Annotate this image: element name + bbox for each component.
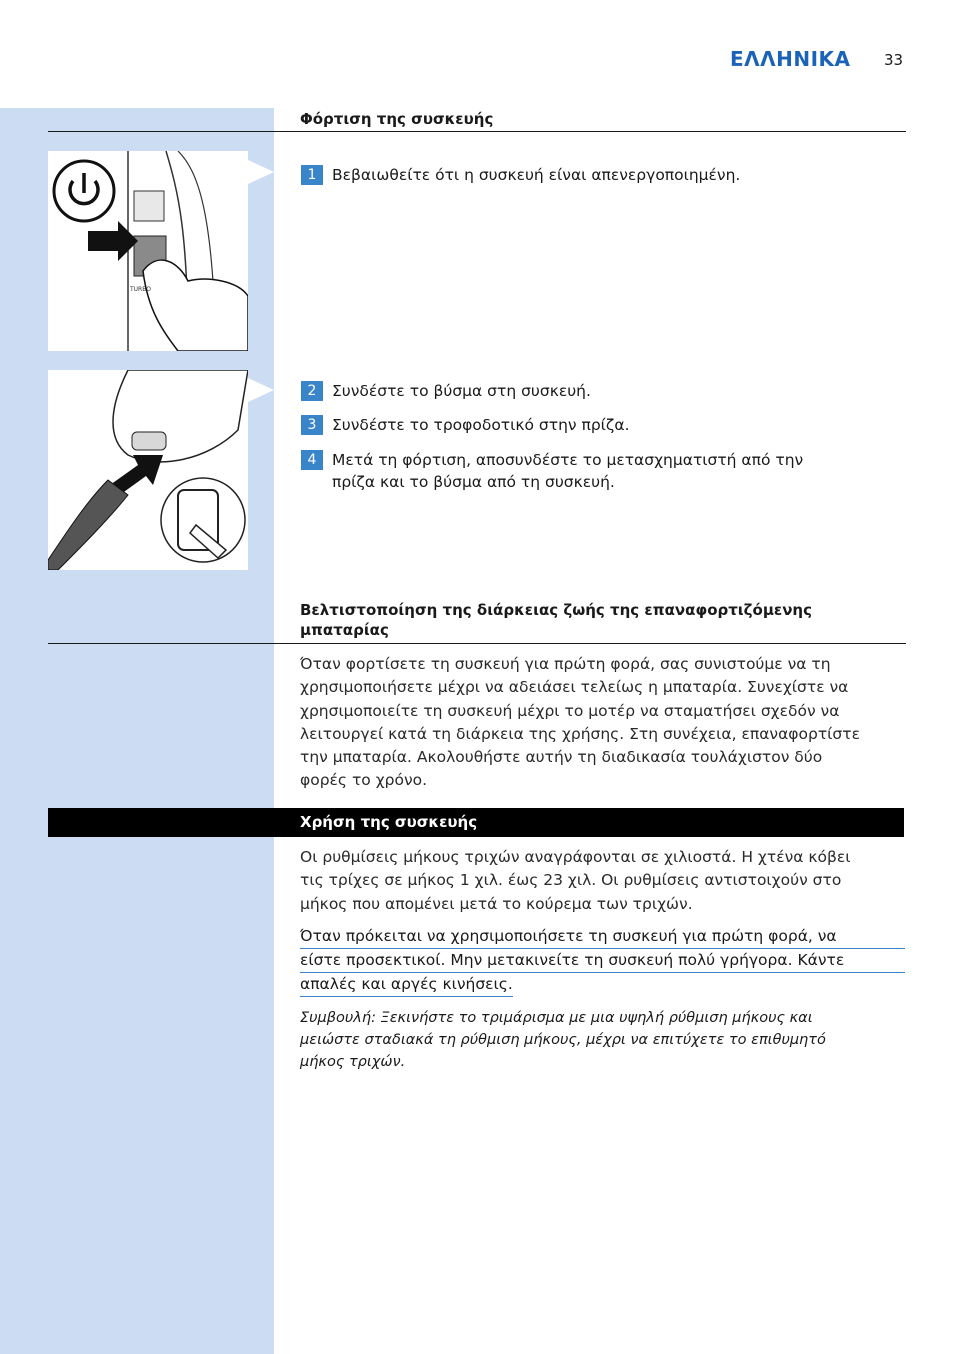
tip-note bbox=[300, 1007, 900, 1073]
step-number-2: 2 bbox=[301, 381, 323, 401]
battery-paragraph bbox=[300, 653, 905, 793]
paragraph-line: την μπαταρία. Ακολουθήστε αυτήν τη διαδικασία τουλάχιστον δύο bbox=[300, 748, 823, 767]
step-text-4-line2: πρίζα και το βύσμα από τη συσκευή. bbox=[332, 473, 615, 491]
battery-title-line2: μπαταρίας bbox=[300, 621, 389, 639]
step-text-2: Συνδέστε το βύσμα στη συσκευή. bbox=[332, 382, 591, 400]
step-number-3: 3 bbox=[301, 415, 323, 435]
language-label: ΕΛΛΗΝΙΚΑ bbox=[730, 47, 851, 71]
paragraph-line: χρησιμοποιήσετε μέχρι να αδειάσει τελείως η μπαταρία. Συνεχίστε να bbox=[300, 678, 849, 697]
step-number-4: 4 bbox=[301, 450, 323, 470]
power-button-drawing bbox=[48, 151, 248, 351]
caution-line: απαλές και αργές κινήσεις. bbox=[300, 973, 513, 997]
section-rule bbox=[48, 643, 906, 644]
section-rule bbox=[48, 131, 906, 132]
step-number-1: 1 bbox=[301, 165, 323, 185]
usage-section-bar bbox=[48, 808, 904, 837]
paragraph-line: φορές το χρόνο. bbox=[300, 771, 428, 790]
plug-illustration bbox=[48, 370, 248, 570]
tip-line: μειώστε σταδιακά τη ρύθμιση μήκους, μέχρι να επιτύχετε το επιθυμητό bbox=[300, 1032, 826, 1048]
turbo-label: TURBO bbox=[130, 286, 151, 293]
paragraph-line: Οι ρυθμίσεις μήκους τριχών αναγράφονται σε χιλιοστά. Η χτένα κόβει bbox=[300, 848, 851, 866]
illustration-pointer bbox=[248, 378, 274, 402]
battery-title-line1: Βελτιστοποίηση της διάρκειας ζωής της επαναφορτιζόμενης bbox=[300, 601, 812, 619]
page-number: 33 bbox=[884, 51, 904, 69]
paragraph-line: τις τρίχες σε μήκος 1 χιλ. έως 23 χιλ. Οι ρυθμίσεις αντιστοιχούν στο bbox=[300, 871, 842, 890]
illustration-pointer bbox=[248, 160, 274, 184]
paragraph-line: λειτουργεί κατά τη διάρκεια της χρήσης. Στη συνέχεια, επαναφορτίστε bbox=[300, 724, 860, 743]
paragraph-line: Όταν φορτίσετε τη συσκευή για πρώτη φορά, σας συνιστούμε να τη bbox=[300, 655, 831, 673]
step-text-3: Συνδέστε το τροφοδοτικό στην πρίζα. bbox=[332, 416, 630, 434]
usage-paragraph bbox=[300, 846, 905, 916]
caution-note bbox=[300, 925, 905, 997]
usage-section-title: Χρήση της συσκευής bbox=[300, 813, 478, 831]
plug-drawing bbox=[48, 370, 248, 570]
tip-line: μήκος τριχών. bbox=[300, 1054, 406, 1070]
paragraph-line: μήκος που απομένει μετά το κούρεμα των τριχών. bbox=[300, 894, 693, 913]
power-button-illustration bbox=[48, 151, 248, 351]
step-text-4-line1: Μετά τη φόρτιση, αποσυνδέστε το μετασχηματιστή από την bbox=[332, 451, 804, 469]
tip-line: Συμβουλή: Ξεκινήστε το τριμάρισμα με μια υψηλή ρύθμιση μήκους και bbox=[300, 1010, 813, 1026]
caution-line: είστε προσεκτικοί. Μην μετακινείτε τη συσκευή πολύ γρήγορα. Κάντε bbox=[300, 949, 905, 973]
paragraph-line: χρησιμοποιείτε τη συσκευή μέχρι το μοτέρ να σταματήσει σχεδόν να bbox=[300, 701, 840, 720]
caution-line: Όταν πρόκειται να χρησιμοποιήσετε τη συσκευή για πρώτη φορά, να bbox=[300, 925, 905, 949]
step-text-1: Βεβαιωθείτε ότι η συσκευή είναι απενεργοποιημένη. bbox=[332, 166, 741, 184]
charging-section-title: Φόρτιση της συσκευής bbox=[300, 110, 494, 128]
step-text-4 bbox=[332, 449, 902, 493]
battery-section-title bbox=[300, 600, 812, 640]
